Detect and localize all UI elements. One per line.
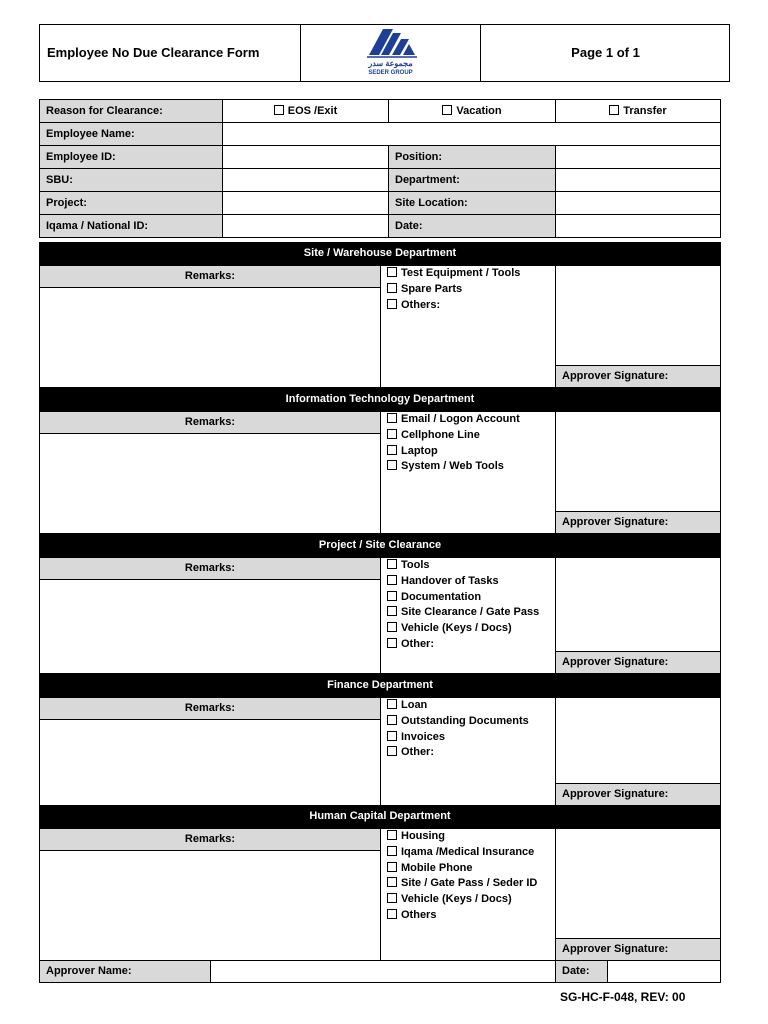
remarks-label: Remarks: bbox=[39, 697, 381, 720]
remarks-field[interactable] bbox=[40, 288, 380, 387]
checklist-item-label: Cellphone Line bbox=[401, 428, 480, 441]
checklist-item[interactable] bbox=[387, 714, 554, 730]
approver-signature-label: Approver Signature: bbox=[555, 651, 721, 674]
reason-option-label: Vacation bbox=[456, 105, 502, 117]
checkbox-icon[interactable] bbox=[387, 283, 397, 293]
employee-id-label: Employee ID: bbox=[39, 145, 223, 169]
checklist-item-label: Loan bbox=[401, 699, 428, 711]
checklist-item-label: Tools bbox=[401, 559, 430, 571]
approver-signature-label: Approver Signature: bbox=[555, 783, 721, 806]
form-title-text: Employee No Due Clearance Form bbox=[47, 45, 260, 60]
logo-company-name: SEDER GROUP bbox=[368, 70, 413, 76]
checklist-item[interactable] bbox=[387, 428, 554, 444]
checklist-item-label: Site Clearance / Gate Pass bbox=[401, 606, 540, 619]
reason-option-2[interactable] bbox=[555, 99, 721, 123]
form-code: SG-HC-F-048, REV: 00 bbox=[560, 990, 686, 1004]
checklist-item-label: Vehicle (Keys / Docs) bbox=[401, 622, 512, 635]
checklist-item[interactable] bbox=[387, 908, 554, 924]
remarks-field[interactable] bbox=[40, 434, 380, 533]
checklist-item[interactable] bbox=[387, 558, 554, 574]
checkbox-icon[interactable] bbox=[274, 105, 284, 115]
date-label: Date: bbox=[555, 960, 608, 983]
checkbox-icon[interactable] bbox=[387, 909, 397, 919]
project-right-label: Site Location: bbox=[388, 191, 556, 215]
checklist-item[interactable] bbox=[387, 845, 554, 861]
checklist-item[interactable] bbox=[387, 892, 554, 908]
iqama-right-label: Date: bbox=[388, 214, 556, 238]
signature-field[interactable] bbox=[556, 557, 720, 651]
checklist-item[interactable] bbox=[387, 876, 554, 892]
section-title: Information Technology Department bbox=[39, 388, 721, 411]
checklist-item-label: Handover of Tasks bbox=[401, 574, 499, 587]
approver-name-field[interactable] bbox=[210, 960, 556, 983]
checkbox-icon[interactable] bbox=[387, 830, 397, 840]
checkbox-icon[interactable] bbox=[387, 699, 397, 709]
checklist-item[interactable] bbox=[387, 730, 554, 746]
sbu-right-label: Department: bbox=[388, 168, 556, 192]
checkbox-icon[interactable] bbox=[387, 445, 397, 455]
section-title: Project / Site Clearance bbox=[39, 534, 721, 557]
project-right-field[interactable] bbox=[555, 191, 721, 215]
reason-option-label: Transfer bbox=[623, 105, 667, 117]
employee-name-label: Employee Name: bbox=[39, 122, 223, 146]
clearance-checklist bbox=[387, 266, 554, 313]
checkbox-icon[interactable] bbox=[387, 746, 397, 756]
signature-field[interactable] bbox=[556, 265, 720, 365]
checklist-item-label: Vehicle (Keys / Docs) bbox=[401, 893, 512, 906]
remarks-field[interactable] bbox=[40, 720, 380, 805]
section-title: Site / Warehouse Department bbox=[39, 242, 721, 265]
iqama-label: Iqama / National ID: bbox=[39, 214, 223, 238]
checkbox-icon[interactable] bbox=[387, 591, 397, 601]
remarks-divider bbox=[380, 828, 381, 961]
section-title: Human Capital Department bbox=[39, 805, 721, 828]
approver-signature-label: Approver Signature: bbox=[555, 511, 721, 534]
checklist-item-label: Other: bbox=[401, 637, 434, 650]
remarks-divider bbox=[380, 557, 381, 674]
employee-id-field[interactable] bbox=[222, 145, 389, 169]
employee-name-field[interactable] bbox=[222, 122, 721, 146]
reason-label: Reason for Clearance: bbox=[39, 99, 223, 123]
remarks-divider bbox=[380, 265, 381, 388]
project-label: Project: bbox=[39, 191, 223, 215]
checklist-item[interactable] bbox=[387, 605, 554, 621]
checkbox-icon[interactable] bbox=[387, 429, 397, 439]
remarks-label: Remarks: bbox=[39, 411, 381, 434]
checkbox-icon[interactable] bbox=[387, 862, 397, 872]
date-field[interactable] bbox=[607, 960, 721, 983]
checklist-item-label: Outstanding Documents bbox=[401, 714, 529, 727]
signature-field[interactable] bbox=[556, 411, 720, 511]
checklist-item-label: Others bbox=[401, 908, 437, 921]
checkbox-icon[interactable] bbox=[387, 846, 397, 856]
checklist-item-label: Iqama /Medical Insurance bbox=[401, 845, 535, 858]
checklist-item[interactable] bbox=[387, 574, 554, 590]
remarks-label: Remarks: bbox=[39, 557, 381, 580]
checkbox-icon[interactable] bbox=[387, 606, 397, 616]
reason-option-label: EOS /Exit bbox=[287, 105, 338, 117]
checklist-item-label: System / Web Tools bbox=[401, 460, 504, 473]
clearance-checklist bbox=[387, 412, 554, 475]
remarks-field[interactable] bbox=[40, 851, 380, 960]
project-field[interactable] bbox=[222, 191, 389, 215]
checklist-item-label: Spare Parts bbox=[401, 282, 463, 295]
checklist-item[interactable] bbox=[387, 444, 554, 460]
checklist-item[interactable] bbox=[387, 745, 554, 761]
checkbox-icon[interactable] bbox=[387, 638, 397, 648]
checkbox-icon[interactable] bbox=[387, 877, 397, 887]
employee-id-right-field[interactable] bbox=[555, 145, 721, 169]
checklist-item[interactable] bbox=[387, 637, 554, 653]
approver-signature-label: Approver Signature: bbox=[555, 365, 721, 388]
sbu-label: SBU: bbox=[39, 168, 223, 192]
signature-field[interactable] bbox=[556, 828, 720, 938]
clearance-checklist bbox=[387, 829, 554, 924]
remarks-label: Remarks: bbox=[39, 828, 381, 851]
sbu-right-field[interactable] bbox=[555, 168, 721, 192]
checkbox-icon[interactable] bbox=[387, 731, 397, 741]
remarks-divider bbox=[380, 697, 381, 806]
checklist-item-label: Laptop bbox=[401, 444, 438, 457]
checkbox-icon[interactable] bbox=[387, 559, 397, 569]
checklist-item-label: Invoices bbox=[401, 730, 446, 743]
logo-arabic-text: مجموعة سدر bbox=[368, 59, 413, 68]
page-indicator: Page 1 of 1 bbox=[571, 45, 640, 60]
approver-signature-label: Approver Signature: bbox=[555, 938, 721, 961]
checklist-item[interactable] bbox=[387, 412, 554, 428]
checklist-item-label: Housing bbox=[401, 830, 445, 842]
checklist-item[interactable] bbox=[387, 590, 554, 606]
checklist-item-label: Email / Logon Account bbox=[401, 413, 520, 425]
remarks-field[interactable] bbox=[40, 580, 380, 673]
clearance-checklist bbox=[387, 558, 554, 653]
checkbox-icon[interactable] bbox=[442, 105, 452, 115]
checklist-item-label: Others: bbox=[401, 298, 441, 311]
checklist-item-label: Site / Gate Pass / Seder ID bbox=[401, 877, 538, 890]
checkbox-icon[interactable] bbox=[609, 105, 619, 115]
checklist-item-label: Documentation bbox=[401, 590, 482, 603]
checkbox-icon[interactable] bbox=[387, 413, 397, 423]
section-title: Finance Department bbox=[39, 674, 721, 697]
iqama-right-field[interactable] bbox=[555, 214, 721, 238]
clearance-checklist bbox=[387, 698, 554, 761]
checklist-item[interactable] bbox=[387, 621, 554, 637]
checkbox-icon[interactable] bbox=[387, 460, 397, 470]
checklist-item-label: Test Equipment / Tools bbox=[401, 267, 521, 279]
checklist-item-label: Other: bbox=[401, 746, 434, 759]
reason-option-1[interactable] bbox=[388, 99, 556, 123]
reason-option-0[interactable] bbox=[222, 99, 389, 123]
employee-id-right-label: Position: bbox=[388, 145, 556, 169]
checklist-item[interactable] bbox=[387, 459, 554, 475]
checkbox-icon[interactable] bbox=[387, 622, 397, 632]
approver-name-label: Approver Name: bbox=[39, 960, 211, 983]
checklist-item-label: Mobile Phone bbox=[401, 861, 473, 874]
remarks-label: Remarks: bbox=[39, 265, 381, 288]
checklist-item[interactable] bbox=[387, 266, 554, 282]
checklist-item[interactable] bbox=[387, 829, 554, 845]
checklist-item[interactable] bbox=[387, 861, 554, 877]
checkbox-icon[interactable] bbox=[387, 299, 397, 309]
checkbox-icon[interactable] bbox=[387, 267, 397, 277]
checklist-item[interactable] bbox=[387, 698, 554, 714]
sbu-field[interactable] bbox=[222, 168, 389, 192]
checkbox-icon[interactable] bbox=[387, 893, 397, 903]
remarks-divider bbox=[380, 411, 381, 534]
checklist-item[interactable] bbox=[387, 282, 554, 298]
checkbox-icon[interactable] bbox=[387, 715, 397, 725]
checkbox-icon[interactable] bbox=[387, 575, 397, 585]
iqama-field[interactable] bbox=[222, 214, 389, 238]
checklist-item[interactable] bbox=[387, 298, 554, 314]
signature-field[interactable] bbox=[556, 697, 720, 783]
